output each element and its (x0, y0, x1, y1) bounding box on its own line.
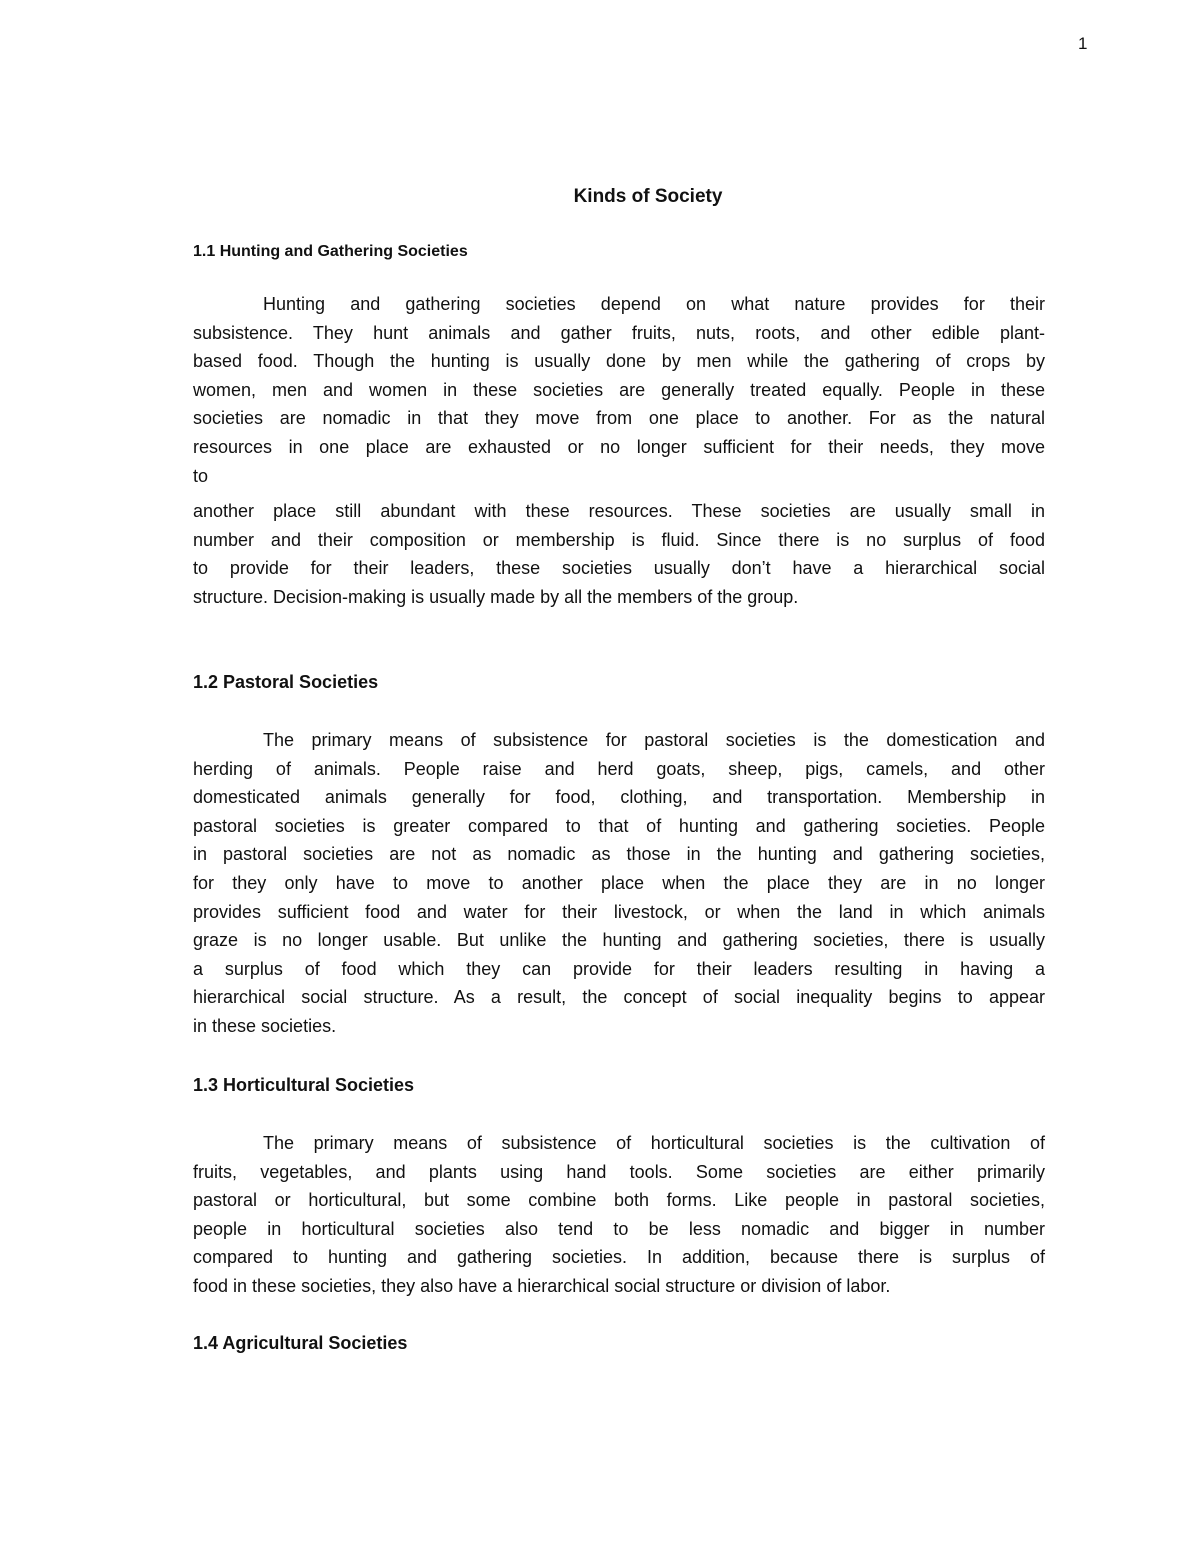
text-line: based food. Though the hunting is usually done by men while the gathering of crops by (193, 351, 1045, 372)
text-line: number and their composition or membership is fluid. Since there is no surplus of food (193, 529, 1045, 550)
text-line: societies are nomadic in that they move from one place to another. For as the natural (193, 408, 1045, 429)
text-line: domesticated animals generally for food, clothing, and transportation. Membership in (193, 787, 1045, 808)
heading-horticultural: 1.3 Horticultural Societies (193, 1075, 415, 1095)
text-line: in these societies. (193, 1015, 337, 1036)
text-line: hierarchical social structure. As a result, the concept of social inequality begins to appear (193, 987, 1045, 1008)
paragraph-hunting-gathering-1 (193, 290, 1045, 490)
heading-hunting-gathering: 1.1 Hunting and Gathering Societies (193, 243, 468, 260)
text-line: The primary means of subsistence of horticultural societies is the cultivation of (263, 1133, 1045, 1153)
text-line: women, men and women in these societies are generally treated equally. People in these (193, 379, 1045, 400)
text-line: compared to hunting and gathering societies. In addition, because there is surplus of (193, 1247, 1045, 1268)
text-line: in pastoral societies are not as nomadic as those in the hunting and gathering societies, (193, 844, 1045, 865)
paragraph-horticultural (193, 1129, 1045, 1301)
text-line: provides sufficient food and water for their livestock, or when the land in which animals (193, 901, 1045, 922)
text-line: people in horticultural societies also tend to be less nomadic and bigger in number (193, 1218, 1045, 1239)
text-line: another place still abundant with these resources. These societies are usually small in (193, 501, 1045, 521)
text-line: herding of animals. People raise and herd goats, sheep, pigs, camels, and other (193, 758, 1045, 779)
text-line: to (193, 465, 209, 486)
page-number: 1 (1078, 34, 1088, 53)
heading-pastoral: 1.2 Pastoral Societies (193, 672, 379, 692)
text-line: The primary means of subsistence for pastoral societies is the domestication and (263, 730, 1045, 750)
text-line: for they only have to move to another place when the place they are in no longer (193, 872, 1045, 893)
text-line: fruits, vegetables, and plants using hand tools. Some societies are either primarily (193, 1161, 1045, 1182)
text-line: pastoral or horticultural, but some combine both forms. Like people in pastoral societies, (193, 1190, 1045, 1211)
text-line: to provide for their leaders, these societies usually don’t have a hierarchical social (193, 558, 1045, 579)
text-line: a surplus of food which they can provide for their leaders resulting in having a (193, 958, 1045, 979)
text-line: resources in one place are exhausted or no longer sufficient for their needs, they move (193, 436, 1045, 457)
text-line: food in these societies, they also have a hierarchical social structure or division of labor. (193, 1275, 891, 1296)
text-line: graze is no longer usable. But unlike the hunting and gathering societies, there is usually (193, 930, 1045, 951)
heading-agricultural: 1.4 Agricultural Societies (193, 1333, 408, 1353)
text-line: subsistence. They hunt animals and gather fruits, nuts, roots, and other edible plant- (193, 322, 1045, 343)
paragraph-hunting-gathering-2 (193, 497, 1045, 611)
text-line: structure. Decision-making is usually made by all the members of the group. (193, 586, 799, 607)
text-line: pastoral societies is greater compared to that of hunting and gathering societies. People (193, 815, 1045, 836)
text-line: Hunting and gathering societies depend on what nature provides for their (263, 294, 1045, 314)
document-title: Kinds of Society (573, 186, 723, 207)
paragraph-pastoral (193, 726, 1045, 1041)
